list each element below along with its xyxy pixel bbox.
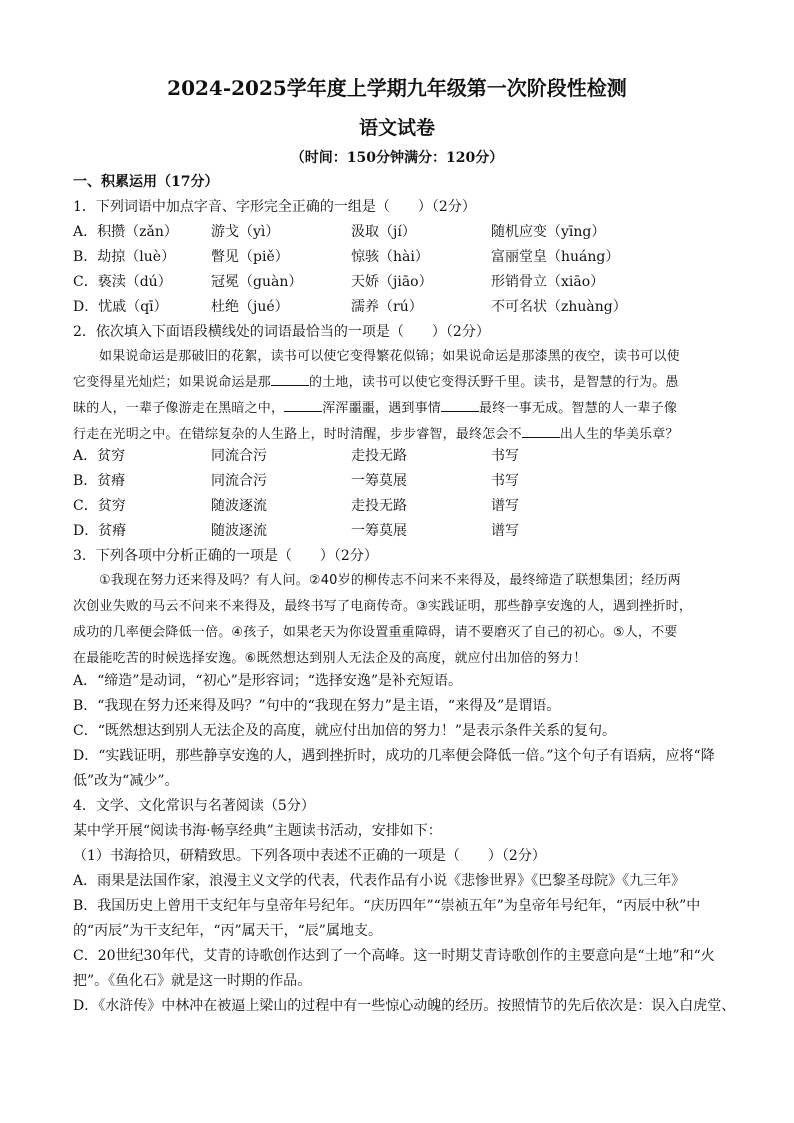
q1-option-a-3: 汲取（jí） <box>351 224 416 240</box>
q1-option-c-1: C．亵渎（dú） <box>73 274 172 290</box>
q1-option-d-1: D．忧戚（qī） <box>73 299 168 315</box>
q1-option-c-3: 天娇（jiāo） <box>351 274 433 290</box>
passage-line: 它变得星光灿烂；如果说命运是那 <box>73 375 272 390</box>
passage-line: 在最能吃苦的时候选择安逸。⑥既然想达到别人无法企及的高度，就应付出加倍的努力！ <box>73 651 587 666</box>
section-heading: 一、积累运用（17分） <box>73 174 219 190</box>
q2-option-a-4: 书写 <box>491 448 519 464</box>
q1-option-b-2: 瞥见（piě） <box>211 249 289 265</box>
question-2-passage <box>73 344 734 448</box>
q1-option-c-4: 形销骨立（xiāo） <box>491 274 605 290</box>
passage-line: 最终一事无成。智慧的人一辈子像 <box>479 401 678 416</box>
q2-option-c-2: 随波逐流 <box>211 498 267 514</box>
q3-option-a: A．“缔造”是动词，“初心”是形容词；“选择安逸”是补充短语。 <box>73 673 463 689</box>
passage-line: 行走在光明之中。在错综复杂的人生路上，时时清醒，步步睿智，最终怎会不 <box>73 427 522 442</box>
q4-option-c: C．20世纪30年代，艾青的诗歌创作达到了一个高峰。这一时期艾青诗歌创作的主要意向是“土地”和“火 <box>73 948 715 964</box>
q2-option-d-2: 随波逐流 <box>211 523 267 539</box>
passage-line: 出人生的华美乐章？ <box>559 427 679 442</box>
q4-option-a: A．雨果是法国作家，浪漫主义文学的代表，代表作品有小说《悲惨世界》《巴黎圣母院》《九三年》 <box>73 873 686 889</box>
q2-option-a-3: 走投无路 <box>351 448 407 464</box>
question-3-stem: 3．下列各项中分析正确的一项是（ ）（2分） <box>73 548 378 564</box>
passage-line: 的土地，读书可以使它变得沃野千里。读书，是智慧的行为。愚 <box>309 375 679 390</box>
passage-line: 如果说命运是那破旧的花絮，读书可以使它变得繁花似锦；如果说命运是那漆黑的夜空，读书可以使 <box>99 349 680 364</box>
exam-title: 2024-2025学年度上学期九年级第一次阶段性检测 <box>167 76 627 100</box>
question-1-stem: 1．下列词语中加点字音、字形完全正确的一组是（ ）（2分） <box>73 199 476 215</box>
passage-line: 成功的几率便会降低一倍。④孩子，如果老天为你设置重重障碍，请不要磨灭了自己的初心。⑤人，不要 <box>73 625 678 640</box>
q4-option-d: D．《水浒传》中林冲在被逼上梁山的过程中有一些惊心动魄的经历。按照情节的先后依次是：误入白虎堂、 <box>73 998 736 1014</box>
q1-option-a-4: 随机应变（yīng） <box>491 224 606 240</box>
q3-option-d: D．“实践证明，那些静享安逸的人，遇到挫折时，成功的几率便会降低一倍。”这个句子有语病，应将“降 <box>73 748 715 764</box>
question-2-stem: 2．依次填入下面语段横线处的词语最恰当的一项是（ ）（2分） <box>73 324 490 340</box>
q2-option-d-3: 一筹莫展 <box>351 523 407 539</box>
passage-line: 昧的人，一辈子像游走在黑暗之中， <box>73 401 285 416</box>
q1-option-b-1: B．劫掠（luè） <box>73 249 176 265</box>
exam-time-note: （时间：150分钟满分：120分） <box>290 150 504 166</box>
q4-option-c-cont: 把”。《鱼化石》就是这一时期的作品。 <box>73 973 312 989</box>
q2-option-a-1: A．贫穷 <box>73 448 126 464</box>
q1-option-a-2: 游戈（yì） <box>211 224 280 240</box>
q1-option-b-4: 富丽堂皇（huáng） <box>491 249 620 265</box>
q3-option-c: C．“既然想达到别人无法企及的高度，就应付出加倍的努力！”是表示条件关系的复句。 <box>73 723 617 739</box>
q1-option-d-2: 杜绝（jué） <box>211 299 289 315</box>
q2-option-b-3: 一筹莫展 <box>351 473 407 489</box>
q1-option-c-2: 冠冕（guàn） <box>211 274 303 290</box>
q3-option-d-cont: 低”改为“减少”。 <box>73 773 179 789</box>
fill-blank-2 <box>284 399 322 412</box>
q2-option-c-1: C．贫穷 <box>73 498 126 514</box>
q1-option-b-3: 惊骇（hài） <box>351 249 429 265</box>
passage-line: 次创业失败的马云不问来不来得及，最终书写了电商传奇。③实践证明，那些静享安逸的人，遇到挫折时， <box>73 599 693 614</box>
fill-blank-4 <box>522 425 560 438</box>
q1-option-d-4: 不可名状（zhuàng） <box>491 299 627 315</box>
question-3-passage <box>73 568 734 672</box>
question-4-sub1: （1）书海拾贝，研精致思。下列各项中表述不正确的一项是（ ）（2分） <box>73 848 546 864</box>
passage-line: 浑浑噩噩，遇到事情 <box>322 401 442 416</box>
q2-option-a-2: 同流合污 <box>211 448 267 464</box>
exam-subject: 语文试卷 <box>358 117 435 139</box>
q2-option-b-2: 同流合污 <box>211 473 267 489</box>
q1-option-a-1: A．积攒（zǎn） <box>73 224 178 240</box>
q2-option-b-1: B．贫瘠 <box>73 473 126 489</box>
q1-option-d-3: 濡养（rú） <box>351 299 423 315</box>
fill-blank-1 <box>271 373 309 386</box>
question-4-stem: 4．文学、文化常识与名著阅读（5分） <box>73 798 315 814</box>
q2-option-d-4: 谱写 <box>491 523 519 539</box>
q3-option-b: B．“我现在努力还来得及吗？”句中的“我现在努力”是主语，“来得及”是谓语。 <box>73 698 561 714</box>
q4-option-b: B．我国历史上曾用干支纪年与皇帝年号纪年。“庆历四年”“崇祯五年”为皇帝年号纪年，“丙辰中秋”中 <box>73 898 701 914</box>
passage-line: ①我现在努力还来得及吗？有人问。②40岁的柳传志不问来不来得及，最终缔造了联想集团；经历两 <box>99 573 681 588</box>
fill-blank-3 <box>441 399 479 412</box>
question-4-intro: 某中学开展“阅读书海·畅享经典”主题读书活动，安排如下： <box>73 823 442 839</box>
q2-option-c-3: 走投无路 <box>351 498 407 514</box>
q4-option-b-cont: 的“丙辰”为干支纪年，“丙”属天干，“辰”属地支。 <box>73 923 382 939</box>
q2-option-c-4: 谱写 <box>491 498 519 514</box>
q2-option-d-1: D．贫瘠 <box>73 523 127 539</box>
q2-option-b-4: 书写 <box>491 473 519 489</box>
